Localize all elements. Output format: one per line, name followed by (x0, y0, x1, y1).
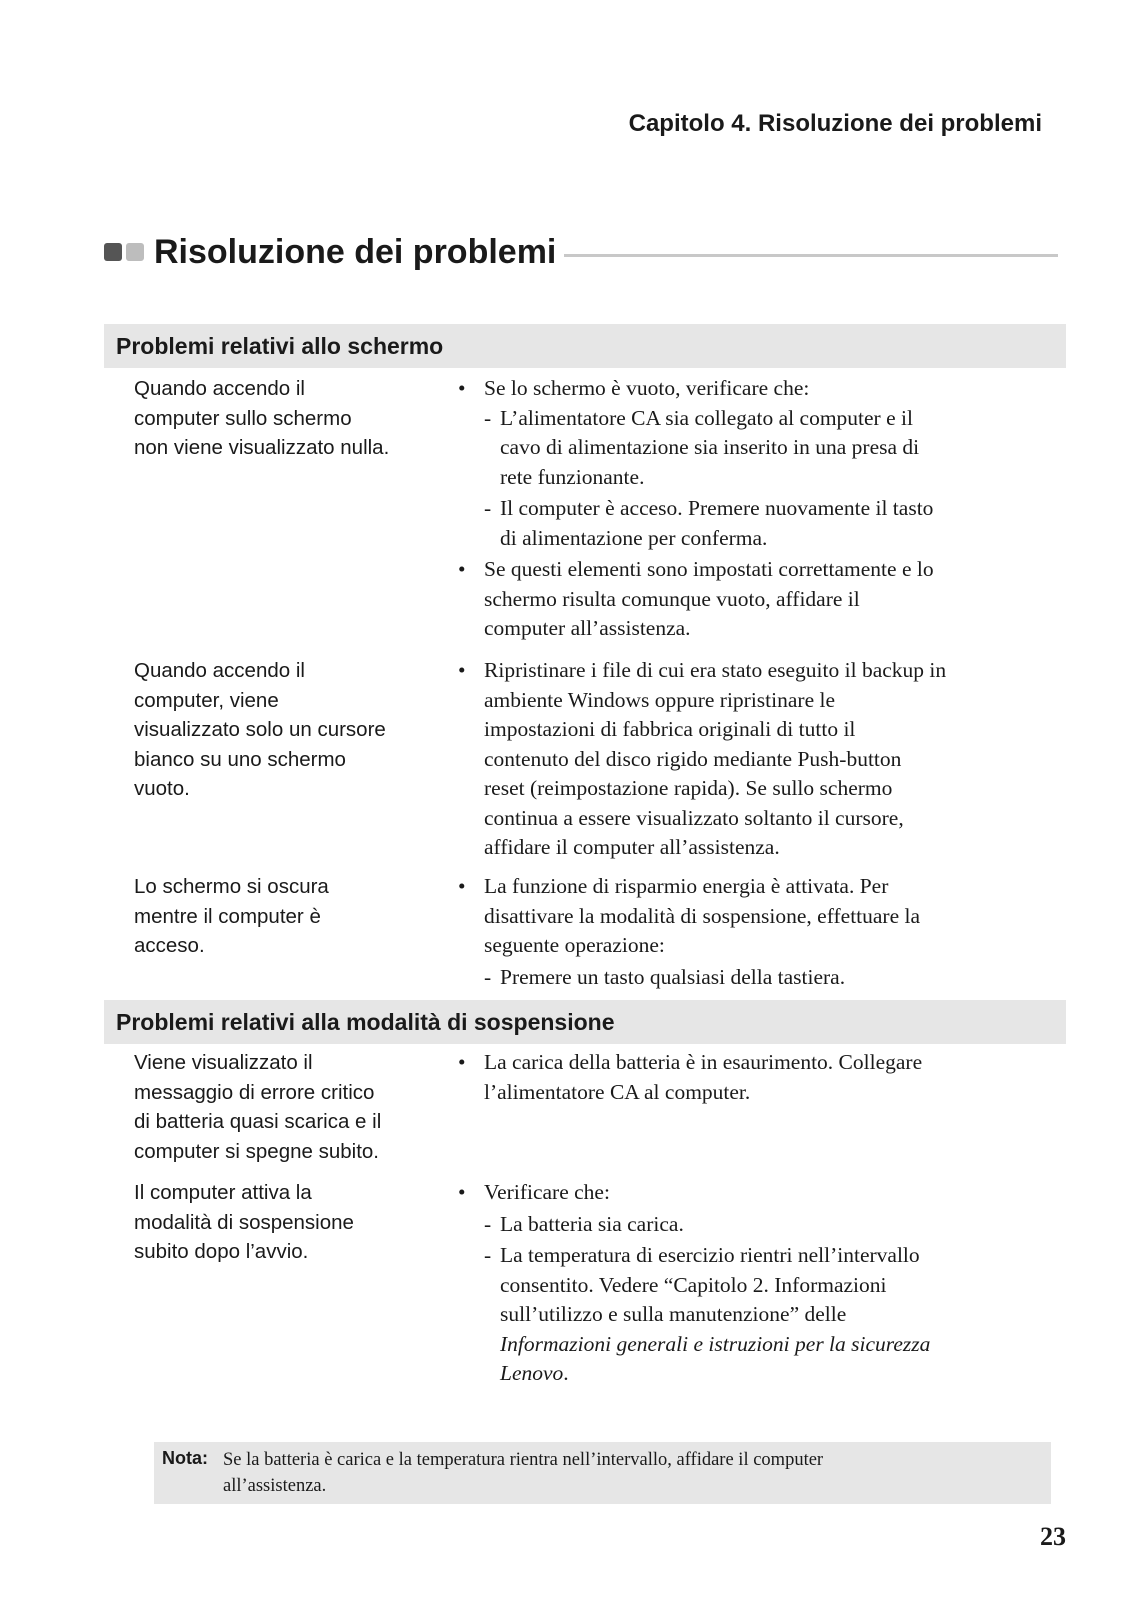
bullet-item (454, 374, 1054, 404)
problem-line: non viene visualizzato nulla. (134, 436, 390, 459)
group-heading-screen: Problemi relativi allo schermo (104, 324, 1066, 368)
solution-line: • Se lo schermo è vuoto, verificare che: (484, 376, 810, 400)
dash-item (454, 1210, 1054, 1240)
note-label: Nota: (162, 1448, 208, 1468)
problem-line: Quando accendo il (134, 659, 305, 682)
solution-line: di alimentazione per conferma. (500, 525, 768, 550)
solution-line: sull’utilizzo e sulla manutenzione” delle (500, 1302, 847, 1326)
bullet-item (454, 872, 1054, 961)
problem-text (134, 872, 434, 961)
solution-line: • La carica della batteria è in esaurimento. Collegare (484, 1050, 923, 1074)
solution-line: - La batteria sia carica. (500, 1211, 684, 1236)
problem-line: vuoto. (134, 777, 190, 800)
solution-line: reset (reimpostazione rapida). Se sullo schermo (484, 776, 893, 800)
solution-line: computer all’assistenza. (484, 616, 691, 640)
solution-line: continua a essere visualizzato soltanto il cursore, (484, 805, 904, 830)
problem-line: computer si spegne subito. (134, 1139, 379, 1163)
problem-line: bianco su uno schermo (134, 747, 346, 771)
problem-text (134, 374, 434, 463)
note-box (154, 1442, 1051, 1504)
solution-line: cavo di alimentazione sia inserito in una presa di (500, 435, 920, 459)
problem-text (134, 656, 434, 804)
chapter-header: Capitolo 4. Risoluzione dei problemi (628, 110, 1042, 137)
problem-line: Viene visualizzato il (134, 1051, 313, 1074)
group-heading-sleep: Problemi relativi alla modalità di sospensione (104, 1000, 1066, 1044)
bullet-item (454, 656, 1054, 863)
dark-square-icon (104, 243, 122, 261)
note-line: Se la batteria è carica e la temperatura rientra nell’intervallo, affidare il computer (223, 1450, 824, 1470)
problem-line: visualizzato solo un cursore (134, 718, 386, 741)
problem-line: computer sullo schermo (134, 406, 352, 430)
solution-line: disattivare la modalità di sospensione, effettuare la (484, 903, 921, 928)
solution-text (454, 656, 1054, 863)
solution-line: - La temperatura di esercizio rientri nell’intervallo (500, 1243, 920, 1267)
dash-item (454, 963, 1054, 993)
solution-line: - L’alimentatore CA sia collegato al computer e il (500, 405, 913, 430)
problem-text (134, 1178, 434, 1267)
solution-line: rete funzionante. (500, 464, 645, 489)
dash-item (454, 404, 1054, 493)
solution-text (454, 872, 1054, 992)
problem-line: acceso. (134, 934, 205, 957)
solution-line: seguente operazione: (484, 933, 665, 957)
problem-line: modalità di sospensione (134, 1210, 354, 1234)
solution-text (454, 374, 1054, 644)
section-title-row (104, 232, 1058, 272)
problem-text (134, 1048, 434, 1166)
dash-item (454, 494, 1054, 553)
problem-line: Il computer attiva la (134, 1181, 312, 1204)
problem-line: computer, viene (134, 688, 279, 712)
sentence-end: . (563, 1361, 569, 1385)
note-line: all’assistenza. (223, 1476, 327, 1496)
solution-line: consentito. Vedere “Capitolo 2. Informazioni (500, 1272, 887, 1297)
solution-line: - Premere un tasto qualsiasi della tastiera. (500, 964, 846, 989)
solution-line: l’alimentatore CA al computer. (484, 1079, 751, 1104)
solution-line: • Se questi elementi sono impostati correttamente e lo (484, 557, 934, 581)
note-text (223, 1447, 1033, 1499)
section-title: Risoluzione dei problemi (154, 232, 557, 271)
problem-line: subito dopo l’avvio. (134, 1240, 309, 1263)
solution-line: schermo risulta comunque vuoto, affidare il (484, 586, 860, 611)
title-rule (564, 254, 1058, 257)
bullet-item (454, 1178, 1054, 1208)
solution-text (454, 1178, 1054, 1389)
solution-line: contenuto del disco rigido mediante Push-button (484, 746, 902, 771)
solution-line: affidare il computer all’assistenza. (484, 835, 780, 859)
solution-line: - Il computer è acceso. Premere nuovamente il tasto (500, 496, 934, 520)
problem-line: Lo schermo si oscura (134, 875, 329, 898)
problem-line: messaggio di errore critico (134, 1080, 375, 1104)
solution-line: ambiente Windows oppure ripristinare le (484, 687, 836, 712)
problem-line: mentre il computer è (134, 904, 321, 928)
title-bullet-icon (104, 243, 144, 261)
solution-text (454, 1048, 1054, 1107)
bullet-item (454, 555, 1054, 644)
solution-line: • La funzione di risparmio energia è attivata. Per (484, 874, 889, 898)
solution-line: impostazioni di fabbrica originali di tutto il (484, 717, 856, 741)
solution-line: • Verificare che: (484, 1180, 610, 1204)
book-title-tail: Lenovo (500, 1361, 564, 1385)
problem-line: Quando accendo il (134, 377, 305, 400)
page-number: 23 (1040, 1522, 1066, 1551)
dash-item (454, 1241, 1054, 1389)
bullet-item (454, 1048, 1054, 1107)
solution-line: • Ripristinare i file di cui era stato eseguito il backup in (484, 658, 947, 682)
solution-line-italic: Informazioni generali e istruzioni per la sicurezza (500, 1331, 931, 1356)
problem-line: di batteria quasi scarica e il (134, 1110, 382, 1133)
solution-line (500, 1359, 1054, 1389)
light-square-icon (126, 243, 144, 261)
